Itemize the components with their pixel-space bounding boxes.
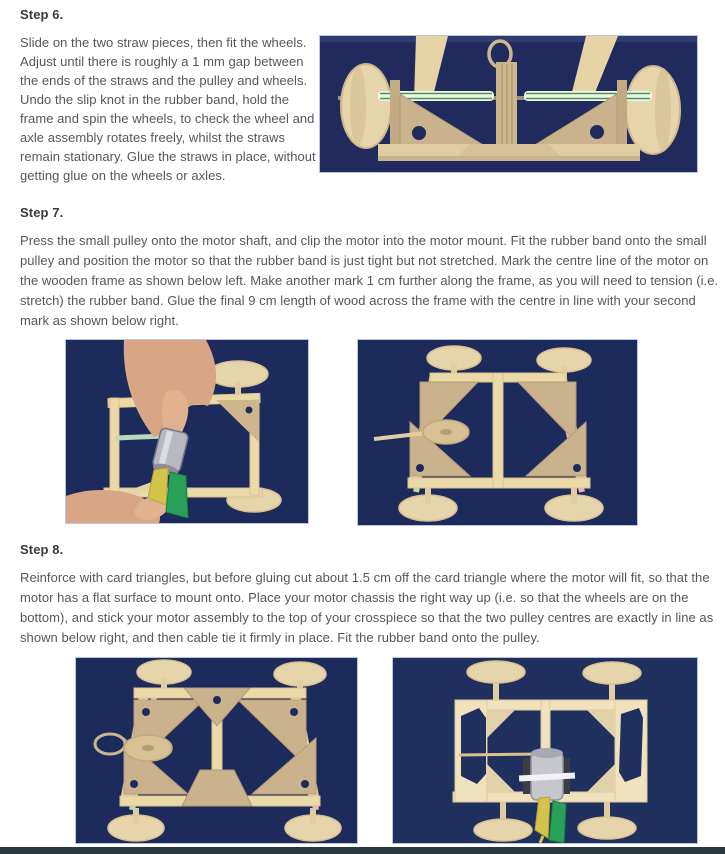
step7-paragraph: Press the small pulley onto the motor shaft, and clip the motor into the motor mount. Fit the rubber band onto the small pulley and position the motor so that the rubber band is just tight but not stretched. Mark the centre line of the motor on the wooden frame as shown below left. Make another mark 1 cm further along the frame, as you will need to tension (i.e. stretch) the rubber band. Glue the final 9 cm length of wood across the frame with the centre in line with your second mark as shown below right. <box>20 233 719 328</box>
step8-left-photo-illustration <box>76 658 357 843</box>
step8-photo-reinforced-frame <box>76 658 357 843</box>
step8-photo-motor-mounted <box>393 658 697 843</box>
step7-heading: Step 7. <box>20 205 64 220</box>
step6-photo-illustration <box>320 36 697 172</box>
step7-photo-motor-in-hands <box>66 340 308 523</box>
step8-heading: Step 8. <box>20 542 64 557</box>
step6-heading: Step 6. <box>20 7 64 22</box>
step6-paragraph: Slide on the two straw pieces, then fit the wheels. Adjust until there is roughly a 1 mm gap between the ends of the straws and the pulley and wheels. Undo the slip knot in the rubber band, hold the frame and spin the wheels, to check the wheel and axle assembly rotates freely, whilst the straws remain stationary. Glue the straws in place, without getting glue on the wheels or axles. <box>20 35 316 183</box>
step7-photo-frame-top-view <box>358 340 637 525</box>
step6-photo-chassis-side-view <box>320 36 697 172</box>
step7-right-photo-illustration <box>358 340 637 525</box>
step8-right-photo-illustration <box>393 658 697 843</box>
step7-left-photo-illustration <box>66 340 308 523</box>
footer-bar <box>0 847 725 854</box>
step8-paragraph: Reinforce with card triangles, but before gluing cut about 1.5 cm off the card triangle where the motor will fit, so that the motor has a flat surface to mount onto. Place your motor chassis the right way up (i.e. so that the wheels are on the bottom), and stick your motor assembly to the top of your crosspiece so that the two pulley centres are exactly in line as shown below right, and then cable tie it firmly in place. Fit the rubber band onto the pulley. <box>20 570 714 645</box>
